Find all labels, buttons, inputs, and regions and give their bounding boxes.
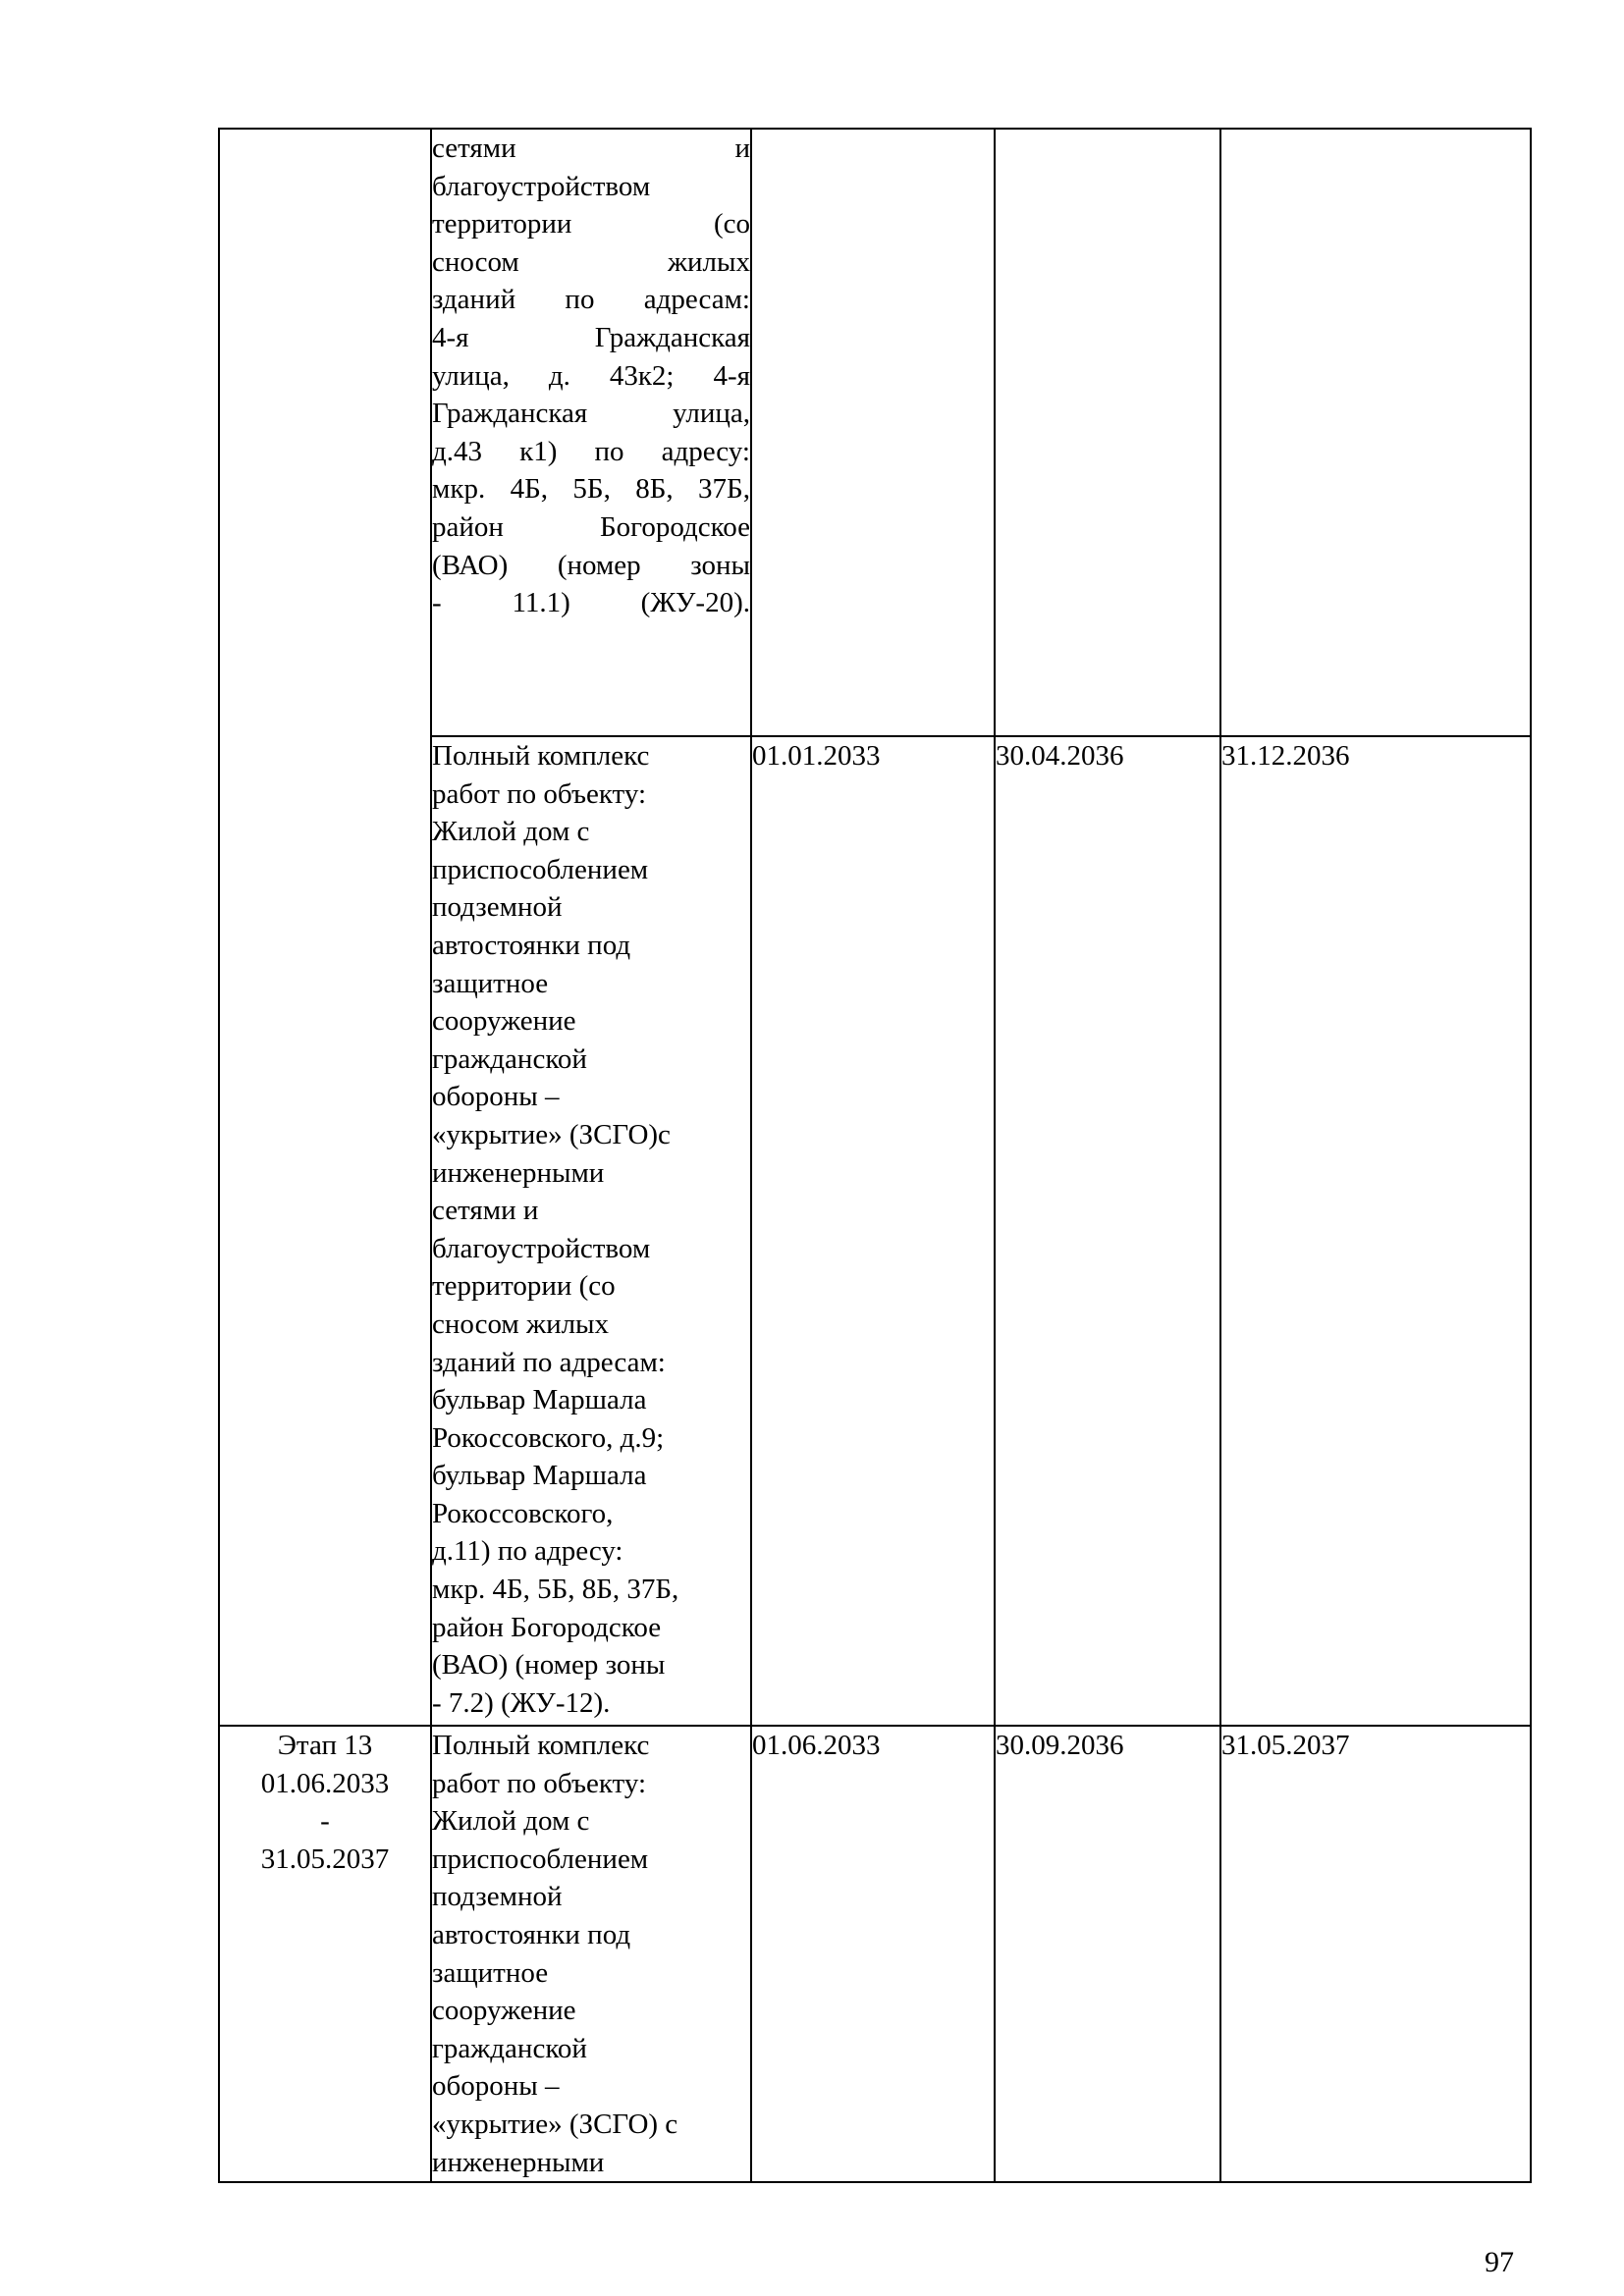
word: мкр.	[432, 473, 486, 506]
description-line: инженерными	[432, 1156, 605, 1189]
description-line: (ВАО) (номер зоны	[432, 1649, 666, 1682]
description-line: обороны –	[432, 2070, 560, 2103]
description-line: сооружение	[432, 1995, 576, 2027]
word: сносом	[432, 245, 519, 278]
table-row	[219, 1726, 1531, 2182]
start-date-cell	[751, 129, 995, 736]
description-line: Полный комплекс	[432, 740, 650, 772]
description-line: бульвар Маршала	[432, 1384, 647, 1416]
description-line: - 11.1) (ЖУ-20).	[432, 587, 750, 619]
stage-line: 01.06.2033	[260, 1767, 390, 1799]
description-line: гражданской	[432, 2032, 587, 2064]
description-line: Полный комплекс	[432, 1730, 650, 1761]
description-line: мкр. 4Б, 5Б, 8Б, 37Б,	[432, 1574, 679, 1606]
description-line: приспособлением	[432, 853, 649, 885]
word: адресам:	[643, 284, 750, 316]
word: (ВАО)	[432, 549, 509, 581]
word: сетями	[432, 133, 516, 164]
description-line	[432, 319, 750, 357]
description-line: защитное	[432, 1956, 549, 1989]
description-line: благоустройством	[432, 170, 651, 202]
word: 43к2;	[609, 359, 675, 392]
description-line: район Богородское	[432, 1611, 662, 1643]
description-line: д.11) по адресу:	[432, 1535, 623, 1568]
word: 5Б,	[572, 473, 611, 506]
stage-line: 31.05.2037	[260, 1842, 390, 1875]
word: улица,	[432, 359, 510, 392]
page-number: 97	[1485, 2246, 1514, 2278]
final-date-cell	[1220, 129, 1531, 736]
description-line: обороны –	[432, 1081, 560, 1113]
stage-cell	[219, 129, 431, 1726]
description-line: Жилой дом с	[432, 1805, 590, 1838]
word: по	[594, 435, 624, 467]
word: Гражданская	[594, 321, 750, 353]
description-line: сносом жилых	[432, 1308, 610, 1340]
stage-line: -	[320, 1805, 330, 1838]
description-line: гражданской	[432, 1042, 587, 1075]
table-row	[219, 129, 1531, 736]
description-line: защитное	[432, 967, 549, 999]
end-date-cell	[995, 129, 1220, 736]
word: по	[565, 284, 595, 316]
description-line: - 7.2) (ЖУ-12).	[432, 1686, 611, 1719]
final-date-cell: 31.05.2037	[1220, 1726, 1531, 2182]
description-line: инженерными	[432, 2146, 605, 2178]
end-date-cell: 30.04.2036	[995, 736, 1220, 1726]
word: 4-я	[713, 359, 750, 392]
word: район	[432, 510, 504, 543]
description-line: Рокоссовского, д.9;	[432, 1421, 665, 1454]
word: зданий	[432, 284, 516, 316]
start-date-cell: 01.01.2033	[751, 736, 995, 1726]
description-line: подземной	[432, 891, 563, 924]
description-line: зданий по адресам:	[432, 1346, 666, 1378]
word: д.43	[432, 435, 483, 467]
description-line	[432, 205, 750, 243]
word: 4-я	[432, 321, 469, 353]
description-line	[432, 395, 750, 433]
word: зоны	[690, 549, 750, 581]
description-line	[432, 281, 750, 319]
description-line: приспособлением	[432, 1842, 649, 1875]
description-line: сетями и	[432, 1195, 539, 1227]
description-line	[432, 470, 750, 508]
stage-cell	[219, 1726, 431, 2182]
word: территории	[432, 208, 572, 240]
description-line	[432, 508, 750, 547]
start-date-cell: 01.06.2033	[751, 1726, 995, 2182]
object-description-cell	[431, 736, 751, 1726]
word: Гражданская	[432, 398, 588, 430]
word: Богородское	[600, 510, 750, 543]
description-line: территории (со	[432, 1270, 616, 1303]
word: (номер	[557, 549, 641, 581]
description-line: благоустройством	[432, 1232, 651, 1264]
object-description-cell	[431, 1726, 751, 2182]
word: 4Б,	[510, 473, 549, 506]
word: жилых	[667, 245, 750, 278]
description-line: работ по объекту:	[432, 777, 647, 810]
word: и	[734, 133, 750, 164]
word: адресу:	[661, 435, 750, 467]
word: 37Б,	[698, 473, 750, 506]
word: д.	[548, 359, 570, 392]
final-date-cell: 31.12.2036	[1220, 736, 1531, 1726]
description-line: работ по объекту:	[432, 1767, 647, 1799]
end-date-cell: 30.09.2036	[995, 1726, 1220, 2182]
description-line: подземной	[432, 1881, 563, 1913]
object-description-cell	[431, 129, 751, 736]
description-line	[432, 547, 750, 585]
description-line: автостоянки под	[432, 1918, 631, 1950]
description-line: «укрытие» (ЗСГО)с	[432, 1118, 671, 1150]
description-line	[432, 130, 750, 168]
word: улица,	[673, 398, 750, 430]
stage-line: Этап 13	[277, 1730, 373, 1761]
description-line: бульвар Маршала	[432, 1460, 647, 1492]
schedule-table	[218, 128, 1532, 2183]
description-line	[432, 357, 750, 396]
description-line: сооружение	[432, 1005, 576, 1038]
description-line: автостоянки под	[432, 929, 631, 961]
word: (со	[713, 208, 750, 240]
description-line: «укрытие» (ЗСГО) с	[432, 2108, 678, 2140]
description-line: Жилой дом с	[432, 816, 590, 848]
description-line	[432, 433, 750, 471]
description-line	[432, 243, 750, 282]
description-line: Рокоссовского,	[432, 1497, 614, 1529]
word: 8Б,	[635, 473, 674, 506]
word: к1)	[519, 435, 558, 467]
